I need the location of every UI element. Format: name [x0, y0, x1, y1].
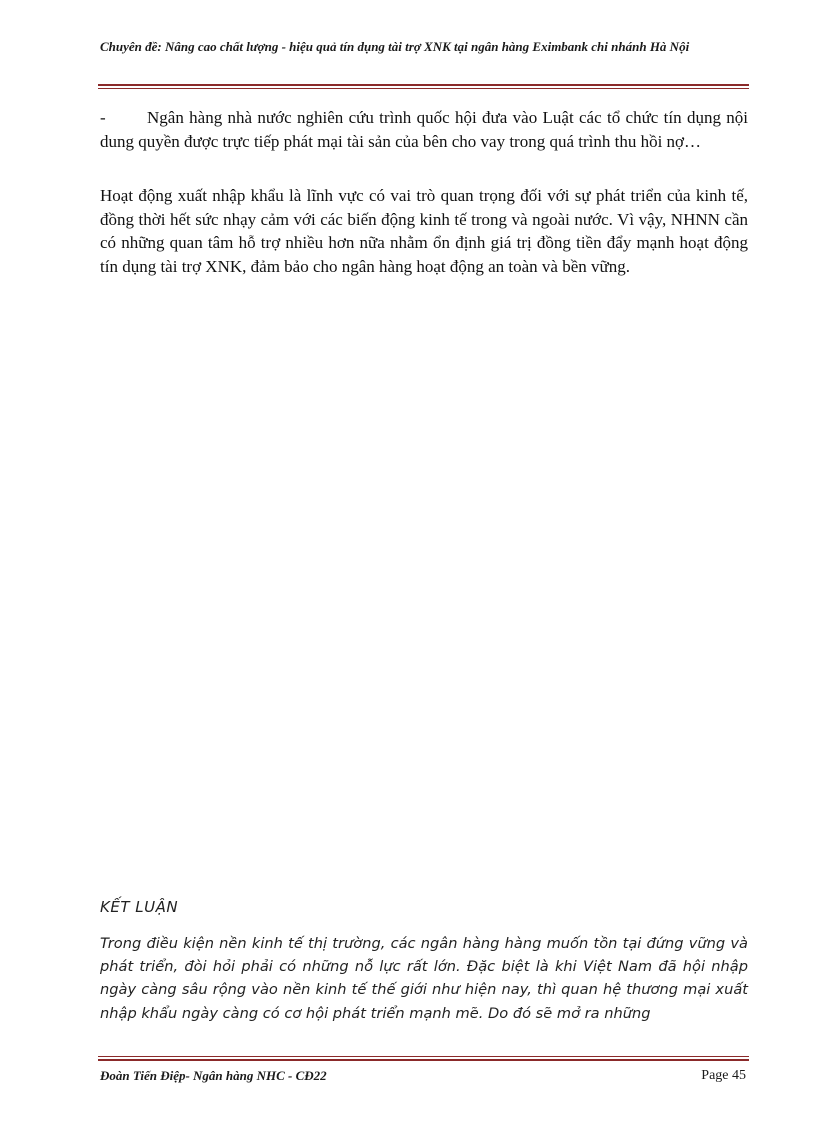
bullet-text: Ngân hàng nhà nước nghiên cứu trình quốc hội đưa vào Luật các tổ chức tín dụng nội dung quyền được trực tiếp phát mại tài sản của bên cho vay trong quá trình thu hồi nợ…	[100, 108, 748, 151]
conclusion-paragraph: Trong điều kiện nền kinh tế thị trường, các ngân hàng hàng muốn tồn tại đứng vững và phát triển, đòi hỏi phải có những nỗ lực rất lớn. Đặc biệt là khi Việt Nam đã hội nhập ngày càng sâu rộng vào nền kinh tế thế giới như hiện nay, thì quan hệ thương mại xuất nhập khẩu ngày càng có cơ hội phát triển mạnh mẽ. Do đó sẽ mở ra những	[100, 935, 748, 1022]
footer-author: Đoàn Tiến Điệp- Ngân hàng NHC - CĐ22	[100, 1068, 327, 1083]
page-header-title: Chuyên đề: Nâng cao chất lượng - hiệu quả tín dụng tài trợ XNK tại ngân hàng Eximbank chi nhánh Hà Nội	[100, 39, 690, 54]
bullet-paragraph	[100, 106, 748, 153]
conclusion-heading: KẾT LUẬN	[100, 898, 179, 916]
page-number: Page 45	[701, 1068, 746, 1083]
header-rule-thin	[98, 88, 749, 89]
bullet-marker: -	[100, 108, 106, 127]
footer-rule-thick	[98, 1059, 749, 1061]
footer-rule-thin	[98, 1056, 749, 1057]
header-rule-thick	[98, 84, 749, 86]
body-paragraph: Hoạt động xuất nhập khẩu là lĩnh vực có vai trò quan trọng đối với sự phát triển của kinh tế, đồng thời hết sức nhạy cảm với các biến động kinh tế trong và ngoài nước. Vì vậy, NHNN cần có những quan tâm hỗ trợ nhiều hơn nữa nhằm ổn định giá trị đồng tiền đẩy mạnh hoạt động tín dụng tài trợ XNK, đảm bảo cho ngân hàng hoạt động an toàn và bền vững.	[100, 186, 748, 276]
